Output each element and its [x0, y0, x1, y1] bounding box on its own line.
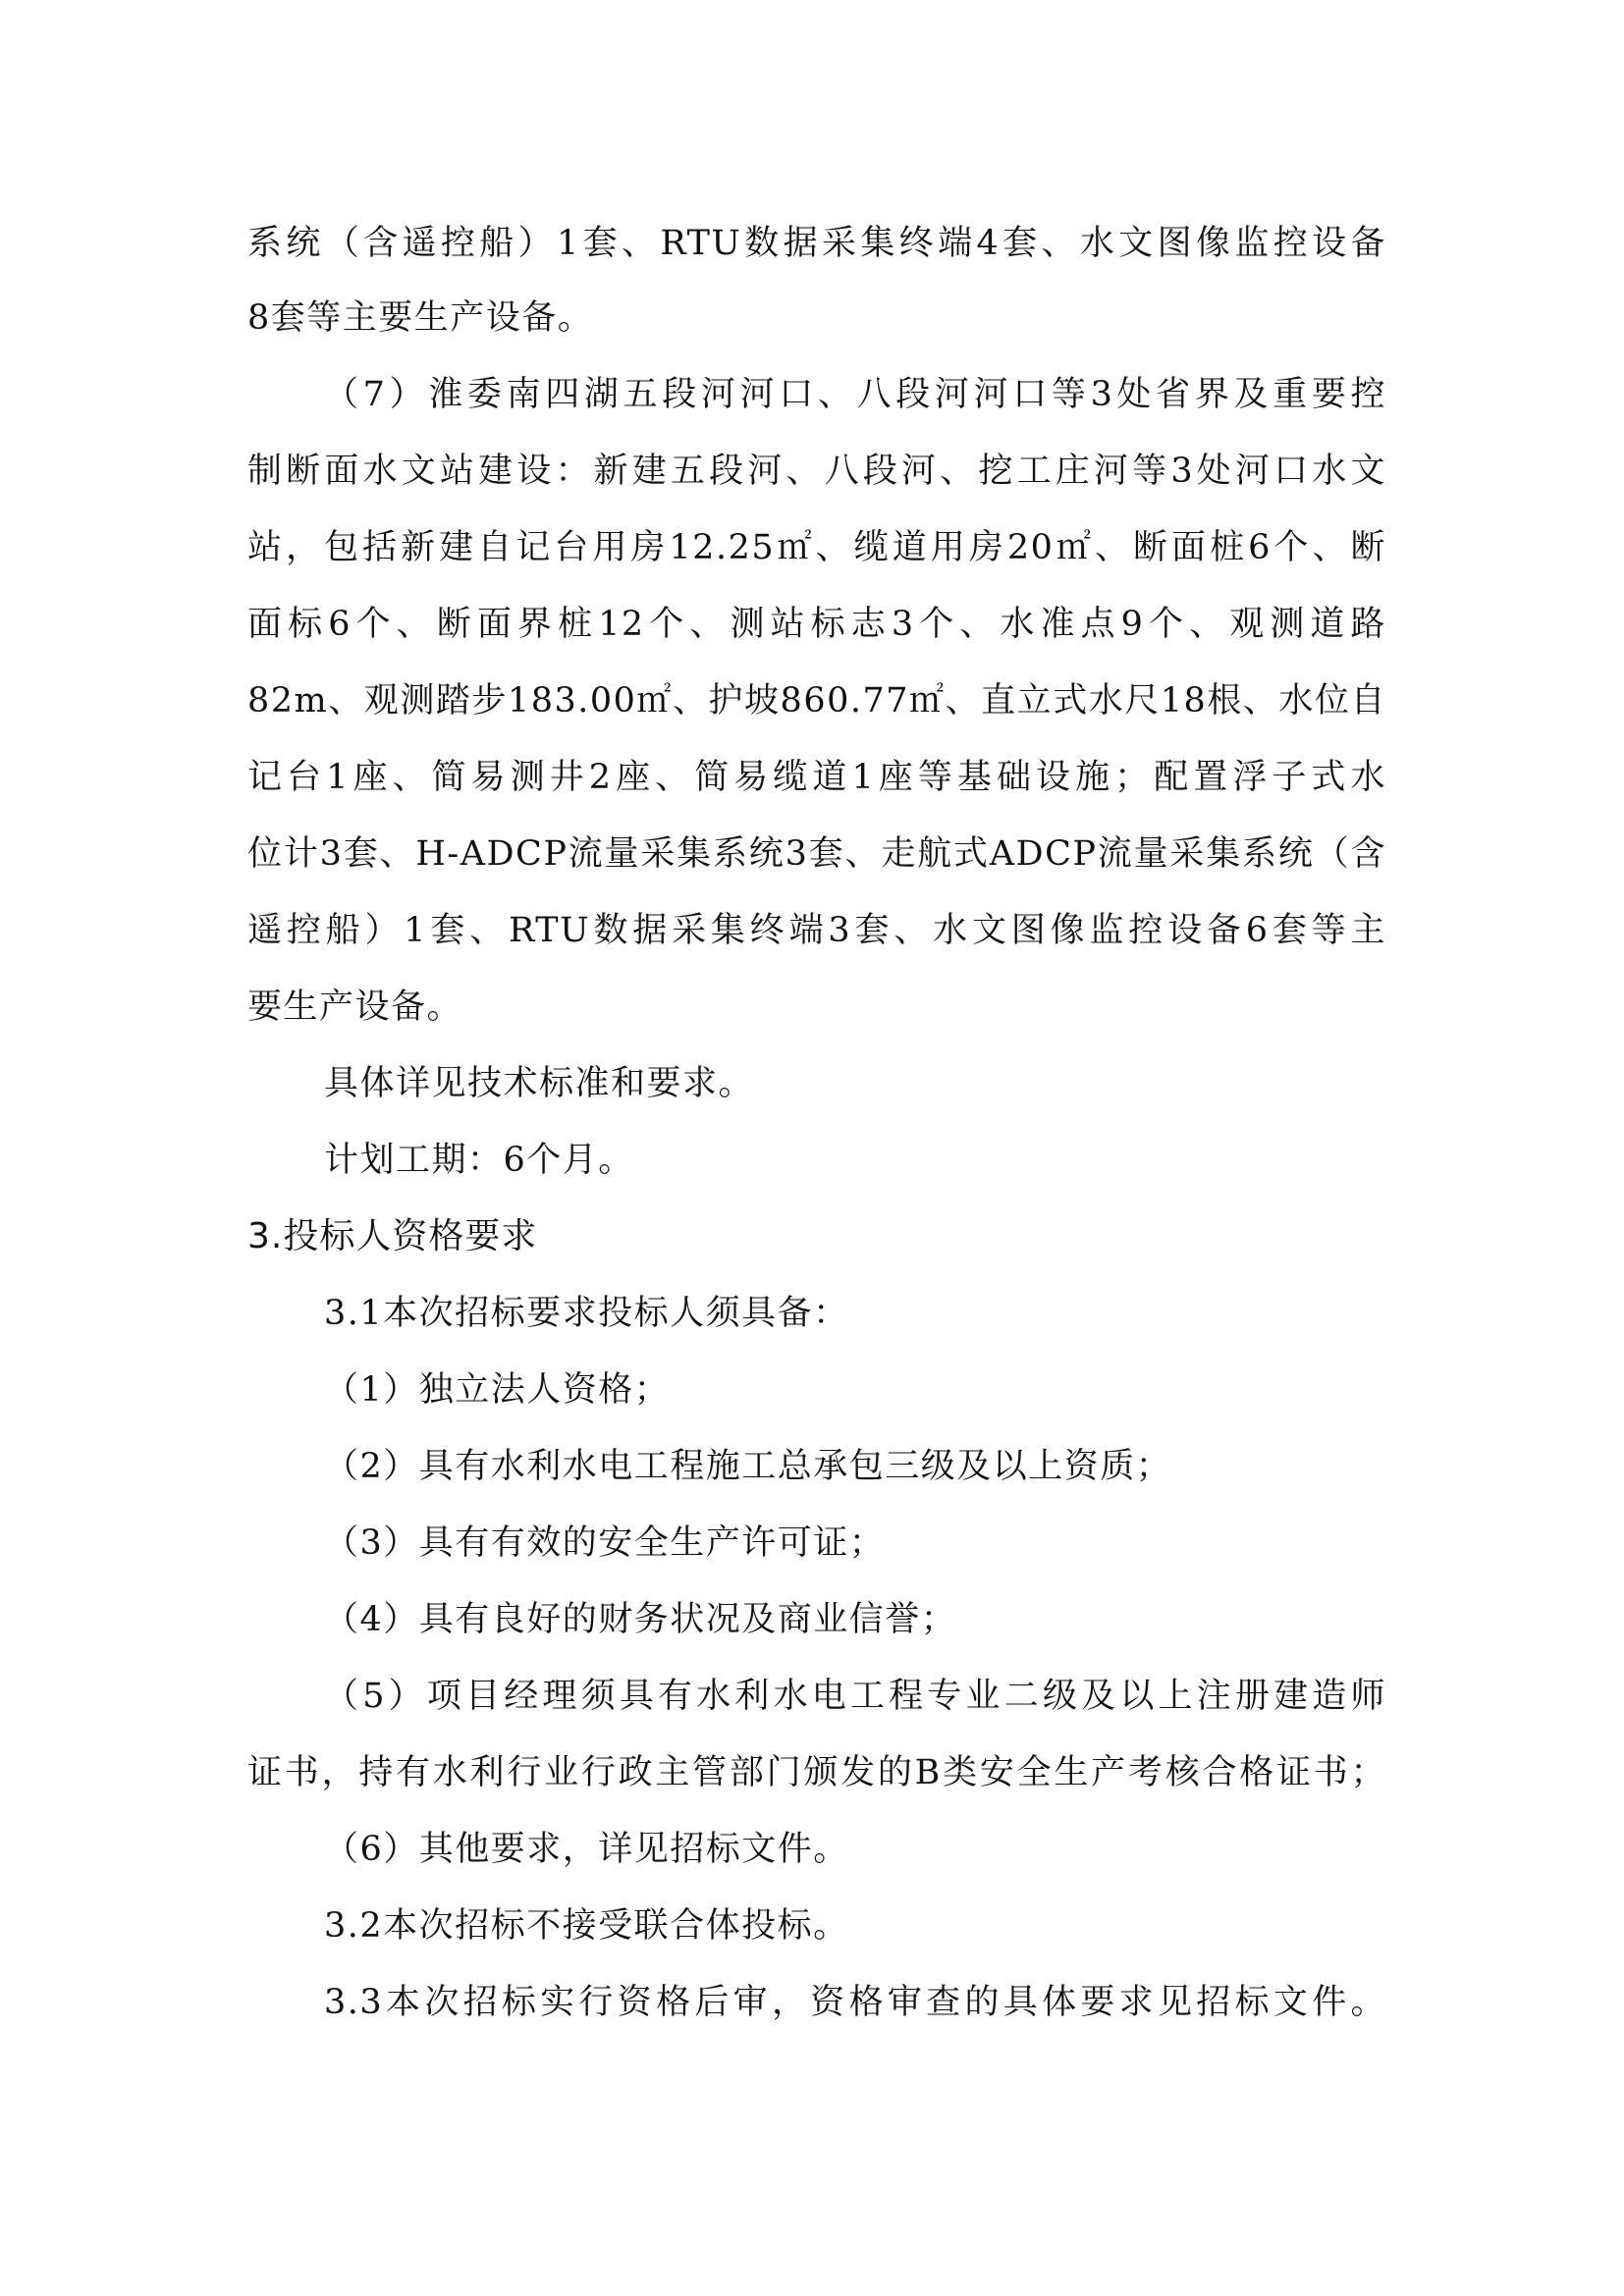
paragraph-line: 3.1本次招标要求投标人须具备： — [324, 1294, 849, 1333]
paragraph-line: 制断面水文站建设：新建五段河、八段河、挖工庄河等3处河口水文 — [247, 452, 1386, 491]
paragraph-line: （5）项目经理须具有水利水电工程专业二级及以上注册建造师 — [324, 1677, 1386, 1716]
paragraph-line: 证书，持有水利行业行政主管部门颁发的B类安全生产考核合格证书； — [247, 1753, 1386, 1792]
section-heading: 3.投标人资格要求 — [247, 1216, 538, 1256]
paragraph-line: 位计3套、H-ADCP流量采集系统3套、走航式ADCP流量采集系统（含 — [247, 834, 1386, 874]
paragraph-line: （4）具有良好的财务状况及商业信誉； — [324, 1600, 957, 1639]
paragraph-line: 遥控船）1套、RTU数据采集终端3套、水文图像监控设备6套等主 — [247, 911, 1386, 950]
paragraph-line: 系统（含遥控船）1套、RTU数据采集终端4套、水文图像监控设备 — [247, 224, 1386, 263]
paragraph-line: 面标6个、断面界桩12个、测站标志3个、水准点9个、观测道路 — [247, 605, 1386, 644]
paragraph-line: 具体详见技术标准和要求。 — [324, 1064, 755, 1103]
paragraph-line: （7）淮委南四湖五段河河口、八段河河口等3处省界及重要控 — [324, 375, 1386, 414]
paragraph-line: 记台1座、简易测井2座、简易缆道1座等基础设施；配置浮子式水 — [247, 758, 1386, 797]
paragraph-line: 82m、观测踏步183.00㎡、护坡860.77㎡、直立式水尺18根、水位自 — [247, 681, 1386, 721]
paragraph-line: 计划工期：6个月。 — [324, 1141, 634, 1180]
paragraph-line: 站，包括新建自记台用房12.25㎡、缆道用房20㎡、断面桩6个、断 — [247, 528, 1386, 567]
paragraph-line: 8套等主要生产设备。 — [247, 298, 594, 338]
paragraph-line: （1）独立法人资格； — [324, 1370, 671, 1410]
paragraph-line: （2）具有水利水电工程施工总承包三级及以上资质； — [324, 1447, 1172, 1486]
paragraph-line: 3.2本次招标不接受联合体投标。 — [324, 1906, 849, 1946]
paragraph-line: （3）具有有效的安全生产许可证； — [324, 1523, 886, 1563]
paragraph-line: （6）其他要求，详见招标文件。 — [324, 1830, 849, 1869]
paragraph-line: 要生产设备。 — [247, 988, 463, 1027]
paragraph-line: 3.3本次招标实行资格后审，资格审查的具体要求见招标文件。 — [324, 1983, 1386, 2022]
